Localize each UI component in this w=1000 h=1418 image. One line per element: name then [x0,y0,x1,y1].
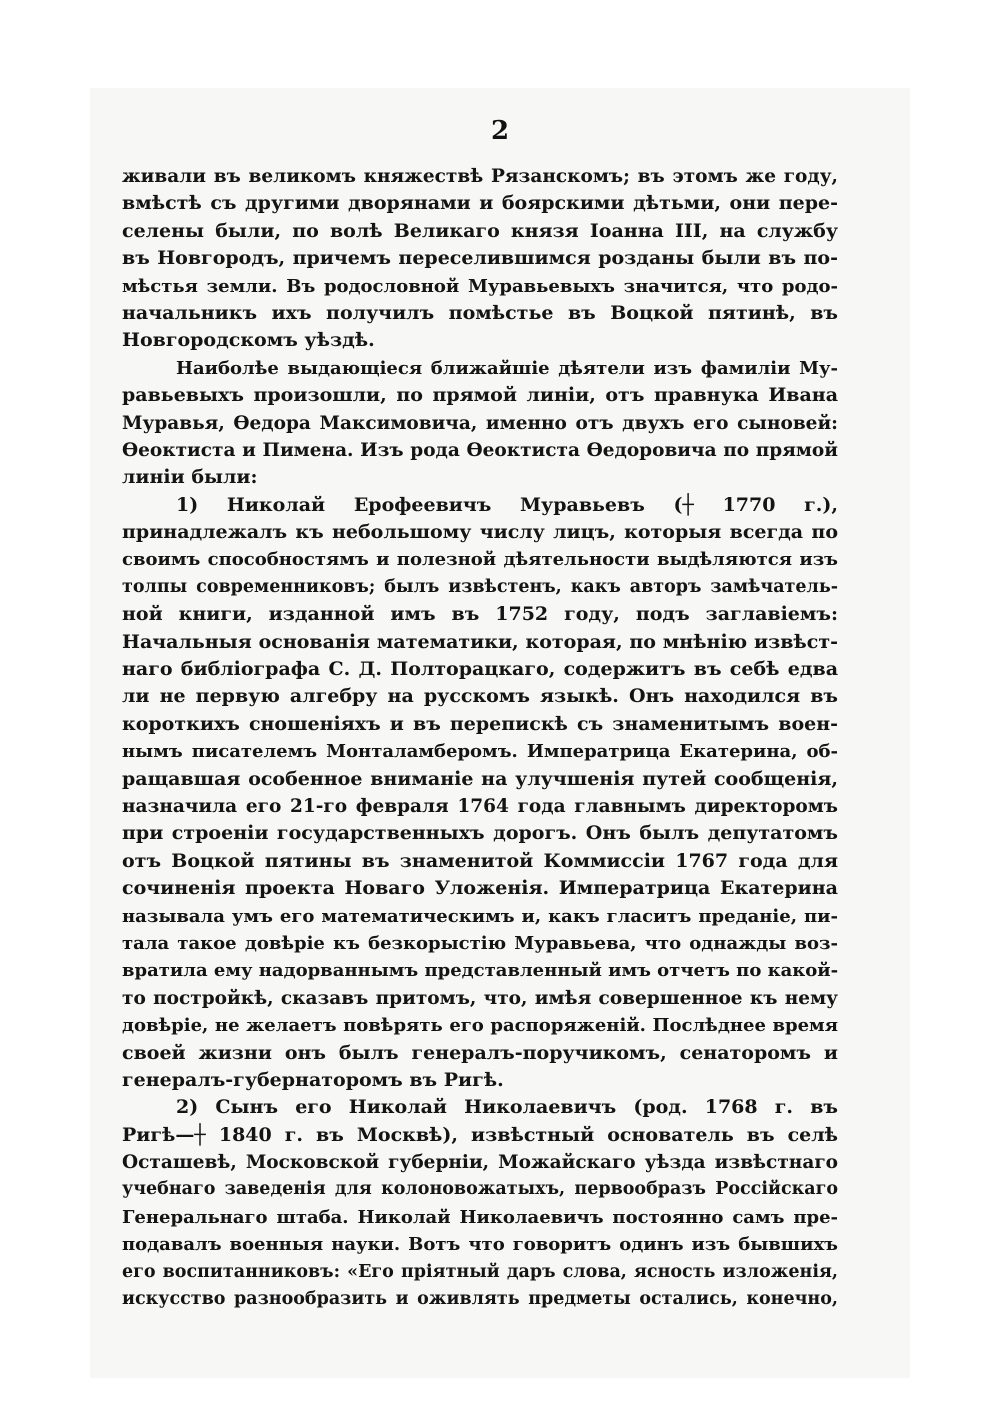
text-line: ращавшая особенное вниманіе на улучшенія путей сообщенія, [122,767,838,790]
text-line: толпы современниковъ; былъ извѣстенъ, какъ авторъ замѣчатель- [122,576,838,597]
text-line: Осташевѣ, Московской губерніи, Можайскаго уѣзда извѣстнаго [122,1152,838,1174]
text-line: отъ Воцкой пятины въ знаменитой Коммиссіи 1767 года для [122,849,838,872]
text-line: Наиболѣе выдающіеся ближайшіе дѣятели изъ фамиліи Му- [176,357,838,379]
text-line: довѣріе, не желаетъ повѣрять его распоряженій. Послѣднее время [122,1015,838,1037]
text-line: Муравья, Ѳедора Максимовича, именно отъ двухъ его сыновей: [122,412,838,434]
text-line: принадлежалъ къ небольшому числу лицъ, которыя всегда по [122,521,838,544]
text-line: его воспитанниковъ: «Его пріятный даръ слова, ясность изложенія, [122,1261,838,1282]
body-text [122,163,838,1313]
text-line: искусство разнообразить и оживлять предметы остались, конечно, [122,1289,838,1310]
text-line: подавалъ военныя науки. Вотъ что говоритъ одинъ изъ бывшихъ [122,1234,838,1256]
text-line: вратила ему надорваннымъ представленный имъ отчетъ по какой- [122,960,838,982]
text-line: 1) Николай Ерофеевичъ Муравьевъ (┼ 1770 г.), [176,493,838,516]
text-line: своимъ способностямъ и полезной дѣятельности выдѣляются изъ [122,549,838,571]
text-line: Ригѣ—┼ 1840 г. въ Москвѣ), извѣстный основатель въ селѣ [122,1123,838,1146]
text-line: мѣстья земли. Въ родословной Муравьевыхъ значится, что родо- [122,275,838,297]
text-line: тала такое довѣріе къ безкорыстію Муравьева, что однажды воз- [122,932,838,954]
text-line: живали въ великомъ княжествѣ Рязанскомъ; въ этомъ же году, [122,166,838,187]
text-line: учебнаго заведенія для колоновожатыхъ, первообразъ Россійскаго [122,1179,838,1200]
text-line: называла умъ его математическимъ и, какъ гласитъ преданіе, пи- [122,905,838,927]
text-line: начальникъ ихъ получилъ помѣстье въ Воцкой пятинѣ, въ [122,301,838,324]
text-line: короткихъ сношеніяхъ и въ перепискѣ съ знаменитымъ воен- [122,712,838,735]
text-line: то постройкѣ, сказавъ притомъ, что, имѣя совершенное къ нему [122,987,838,1009]
text-line: равьевыхъ произошли, по прямой линіи, отъ правнука Ивана [122,384,838,407]
text-line: линіи были: [122,466,258,489]
text-line: наго библіографа С. Д. Полторацкаго, содержитъ въ себѣ едва [122,658,838,681]
text-line: 2) Сынъ его Николай Николаевичъ (род. 1768 г. въ [176,1096,838,1119]
text-line: при строеніи государственныхъ дорогъ. Онъ былъ депутатомъ [122,822,838,845]
text-line: своей жизни онъ былъ генералъ-поручикомъ, сенаторомъ и [122,1041,838,1064]
text-line: сочиненія проекта Новаго Уложенія. Императрица Екатерина [122,877,838,900]
text-line: генералъ-губернаторомъ въ Ригѣ. [122,1068,504,1091]
text-line: Новгородскомъ уѣздѣ. [122,329,375,352]
text-line: вмѣстѣ съ другими дворянами и боярскими дѣтьми, они пере- [122,192,838,215]
text-line: нымъ писателемъ Монталамберомъ. Императрица Екатерина, об- [122,741,838,763]
text-line: въ Новгородъ, причемъ переселившимся розданы были въ по- [122,247,838,270]
text-line: селены были, по волѣ Великаго князя Іоанна III, на службу [122,219,838,242]
page-number: 2 [490,116,510,146]
text-line: Ѳеоктиста и Пимена. Изъ рода Ѳеоктиста Ѳедоровича по прямой [122,439,838,461]
text-line: ли не первую алгебру на русскомъ языкѣ. Онъ находился въ [122,685,838,708]
text-line: назначила его 21-го февраля 1764 года главнымъ директоромъ [122,795,838,817]
text-line: Генеральнаго штаба. Николай Николаевичъ постоянно самъ пре- [122,1206,838,1228]
text-line: Начальныя основанія математики, которая, по мнѣнію извѣст- [122,630,838,653]
text-line: ной книги, изданной имъ въ 1752 году, подъ заглавіемъ: [122,603,838,626]
